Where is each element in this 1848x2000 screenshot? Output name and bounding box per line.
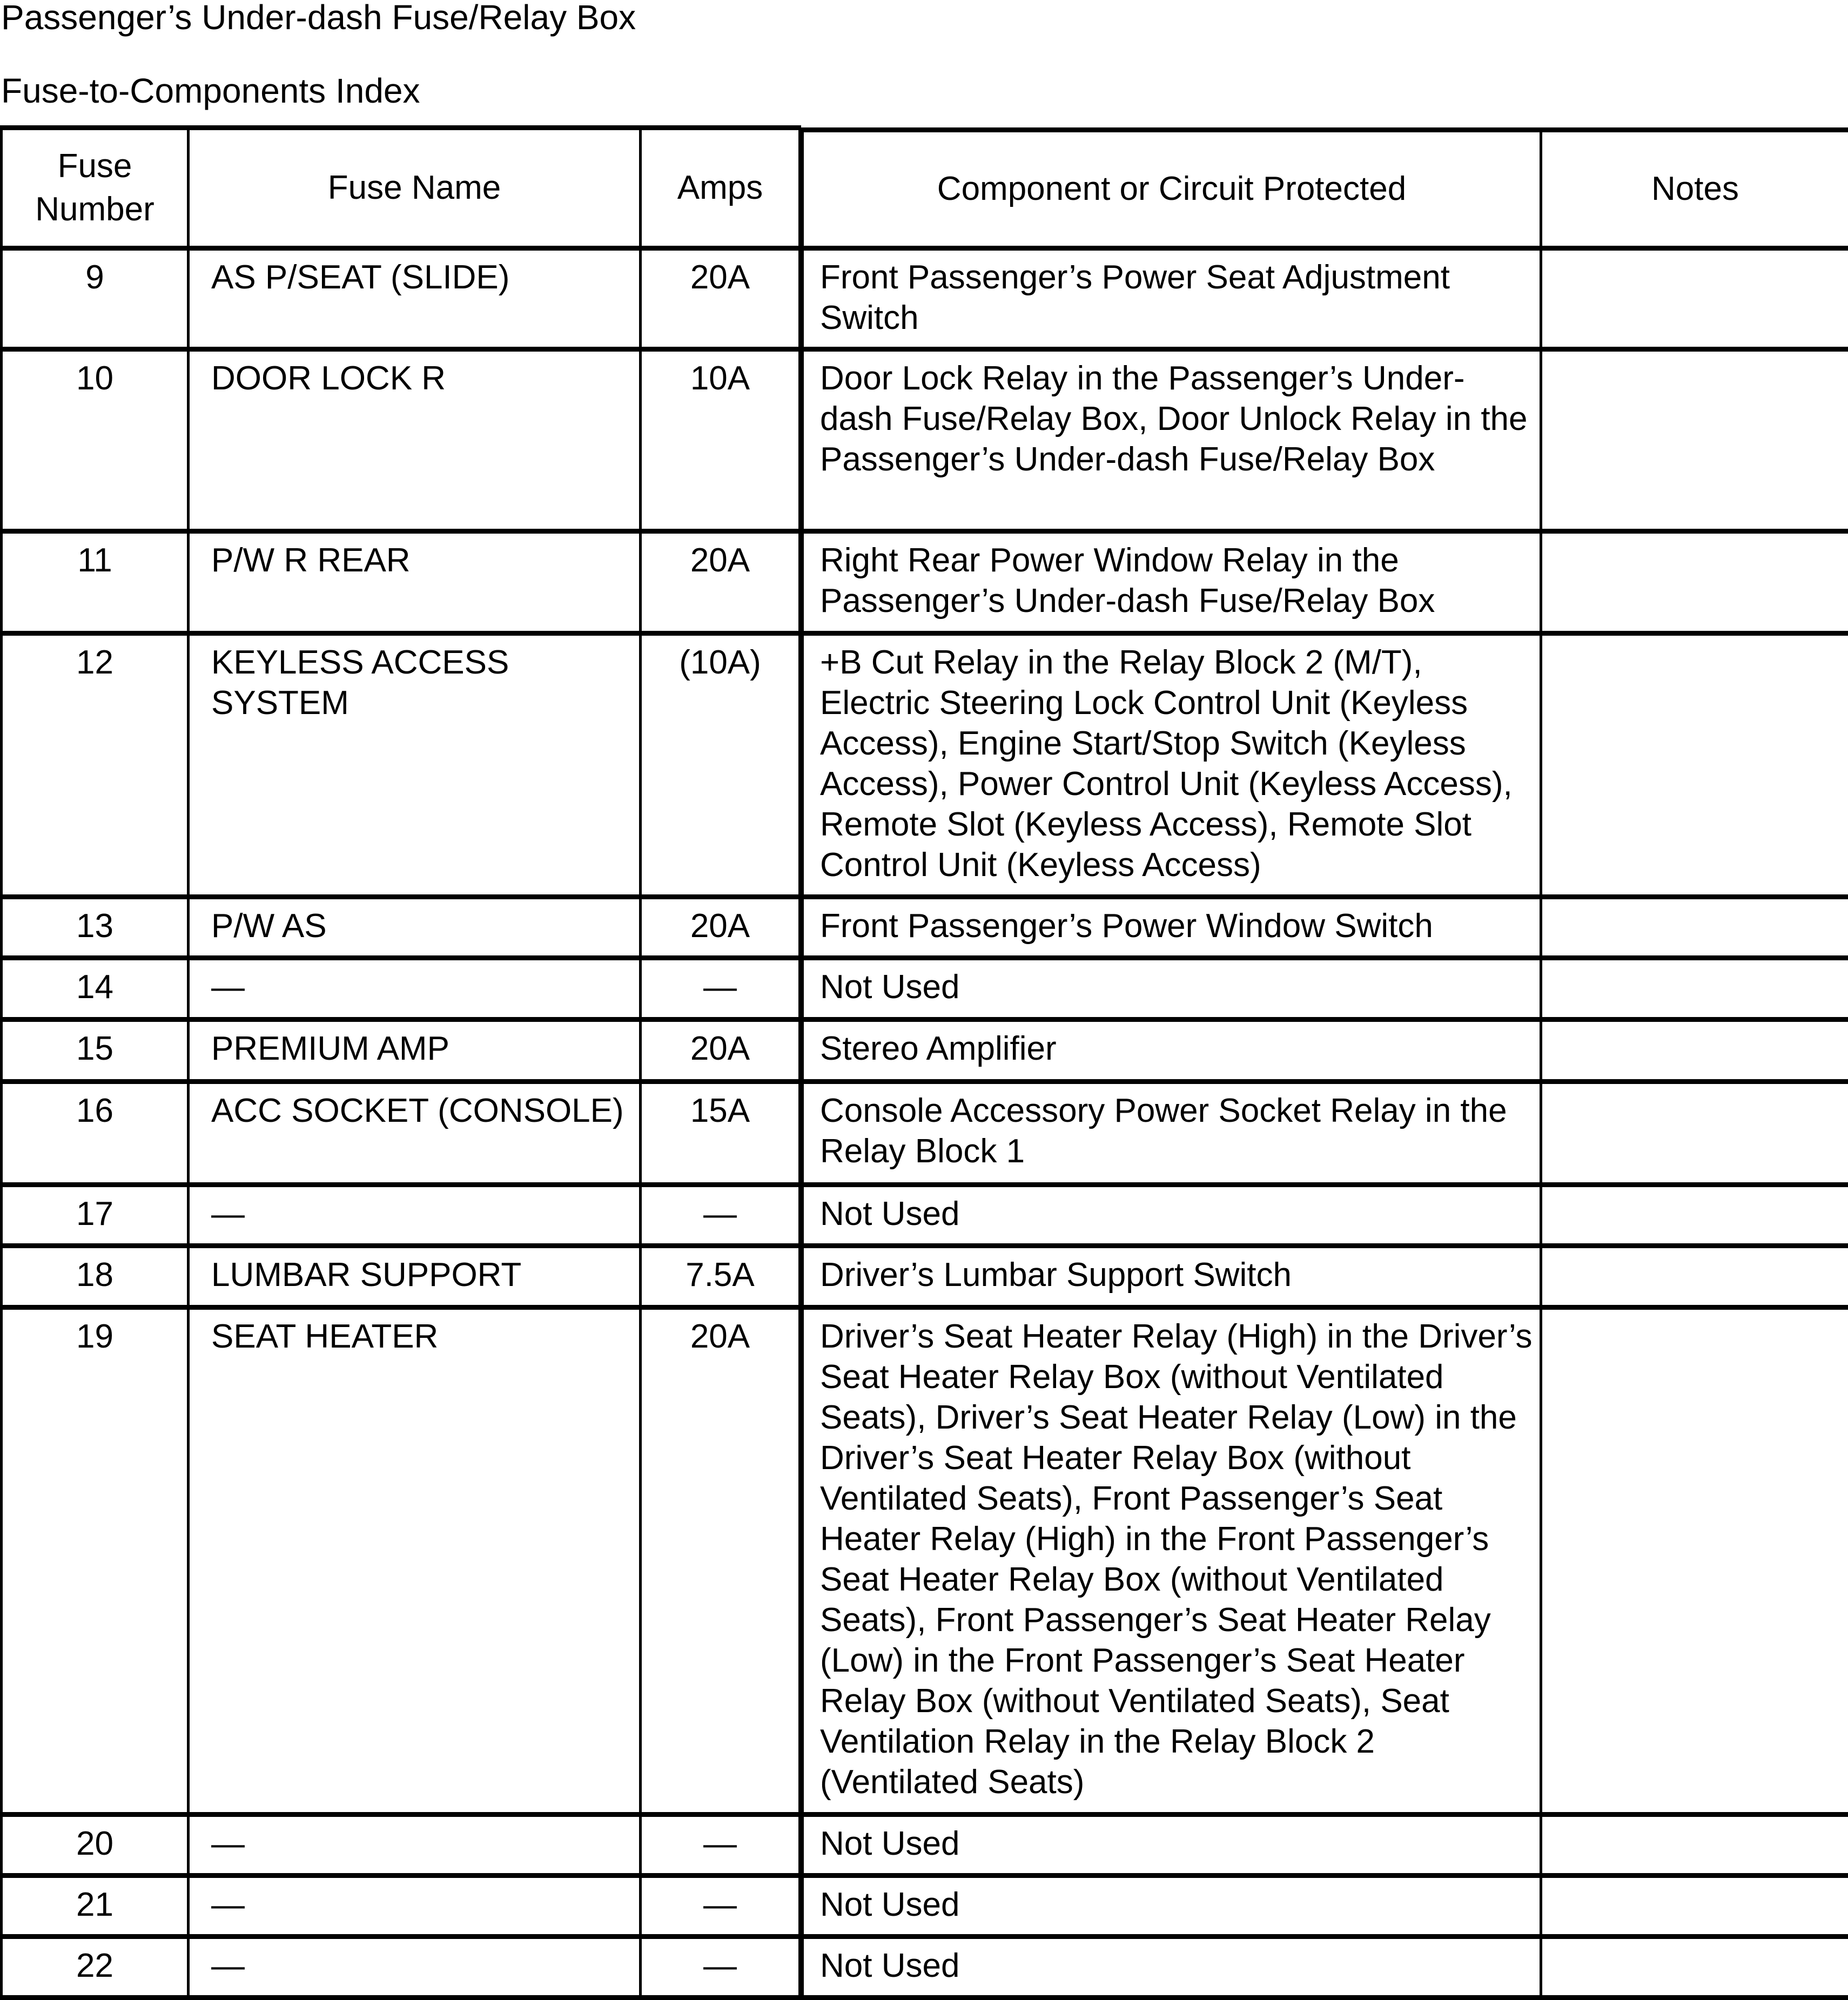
table-row: [803, 1308, 1848, 1815]
amps-cell: 7.5A: [641, 1246, 800, 1308]
fuse-name-cell: —: [189, 958, 641, 1020]
component-cell: Not Used: [803, 1937, 1541, 1998]
table-row: [803, 1815, 1848, 1876]
fuse-number-cell: 20: [2, 1815, 189, 1876]
amps-cell: (10A): [641, 634, 800, 897]
component-cell: Not Used: [803, 1815, 1541, 1876]
notes-cell: [1541, 634, 1848, 897]
table-row: [2, 1185, 800, 1246]
notes-cell: [1541, 248, 1848, 349]
fuse-number-cell: 11: [2, 531, 189, 634]
table-row: [2, 248, 800, 349]
notes-cell: [1541, 1937, 1848, 1998]
amps-cell: 20A: [641, 1020, 800, 1082]
table-row: [2, 1020, 800, 1082]
fuse-number-cell: 14: [2, 958, 189, 1020]
table-row: [2, 1308, 800, 1815]
fuse-name-cell: —: [189, 1185, 641, 1246]
table-row: [2, 349, 800, 531]
component-cell: Stereo Amplifier: [803, 1020, 1541, 1082]
notes-cell: [1541, 1308, 1848, 1815]
table-row: [803, 1082, 1848, 1185]
fuse-name-cell: ACC SOCKET (CONSOLE): [189, 1082, 641, 1185]
fuse-number-cell: 19: [2, 1308, 189, 1815]
amps-cell: —: [641, 1185, 800, 1246]
fuse-number-cell: 10: [2, 349, 189, 531]
notes-cell: [1541, 1815, 1848, 1876]
component-cell: +B Cut Relay in the Relay Block 2 (M/T), Electric Steering Lock Control Unit (Keyless Access), Engine Start/Stop Switch (Keyless Access), Power Control Unit (Keyless Access), Remote Slot (Keyless Access), Remote Slot Control Unit (Keyless Access): [803, 634, 1541, 897]
table-row: [803, 531, 1848, 634]
header-fuse-number: Fuse Number: [2, 128, 189, 248]
fuse-number-cell: 21: [2, 1876, 189, 1937]
amps-cell: —: [641, 1815, 800, 1876]
fuse-name-cell: DOOR LOCK R: [189, 349, 641, 531]
amps-cell: 15A: [641, 1082, 800, 1185]
table-row: [803, 1020, 1848, 1082]
component-cell: Front Passenger’s Power Window Switch: [803, 897, 1541, 958]
table-row: [803, 1937, 1848, 1998]
component-cell: Not Used: [803, 1876, 1541, 1937]
notes-cell: [1541, 958, 1848, 1020]
amps-cell: —: [641, 1937, 800, 1998]
fuse-number-cell: 12: [2, 634, 189, 897]
notes-cell: [1541, 897, 1848, 958]
fuse-name-cell: —: [189, 1815, 641, 1876]
fuse-number-cell: 15: [2, 1020, 189, 1082]
table-row: [803, 248, 1848, 349]
page-subtitle: Fuse-to-Components Index: [1, 73, 420, 108]
fuse-name-cell: P/W R REAR: [189, 531, 641, 634]
table-row: [2, 1246, 800, 1308]
table-row: [803, 1185, 1848, 1246]
fuse-number-cell: 18: [2, 1246, 189, 1308]
amps-cell: —: [641, 958, 800, 1020]
table-row: [2, 1937, 800, 1998]
table-row: [2, 1876, 800, 1937]
notes-cell: [1541, 1082, 1848, 1185]
notes-cell: [1541, 1020, 1848, 1082]
amps-cell: 20A: [641, 531, 800, 634]
component-cell: Right Rear Power Window Relay in the Passenger’s Under-dash Fuse/Relay Box: [803, 531, 1541, 634]
fuse-name-cell: —: [189, 1937, 641, 1998]
notes-cell: [1541, 349, 1848, 531]
table-row: [2, 1815, 800, 1876]
table-row: [803, 1876, 1848, 1937]
table-row: [2, 634, 800, 897]
header-amps: Amps: [641, 128, 800, 248]
fuse-number-cell: 9: [2, 248, 189, 349]
fuse-table-left: [0, 125, 801, 2000]
table-row: [803, 1246, 1848, 1308]
fuse-name-cell: PREMIUM AMP: [189, 1020, 641, 1082]
component-cell: Driver’s Lumbar Support Switch: [803, 1246, 1541, 1308]
table-row: [803, 958, 1848, 1020]
fuse-table-right: [801, 127, 1848, 2000]
header-notes: Notes: [1541, 130, 1848, 248]
component-cell: Front Passenger’s Power Seat Adjustment Switch: [803, 248, 1541, 349]
page-title: Passenger’s Under-dash Fuse/Relay Box: [1, 0, 636, 35]
fuse-name-cell: AS P/SEAT (SLIDE): [189, 248, 641, 349]
fuse-number-cell: 17: [2, 1185, 189, 1246]
table-row: [2, 958, 800, 1020]
fuse-name-cell: LUMBAR SUPPORT: [189, 1246, 641, 1308]
amps-cell: 10A: [641, 349, 800, 531]
component-cell: Not Used: [803, 1185, 1541, 1246]
amps-cell: 20A: [641, 248, 800, 349]
notes-cell: [1541, 1246, 1848, 1308]
component-cell: Not Used: [803, 958, 1541, 1020]
table-row: [2, 531, 800, 634]
fuse-number-cell: 13: [2, 897, 189, 958]
amps-cell: —: [641, 1876, 800, 1937]
header-fuse-name: Fuse Name: [189, 128, 641, 248]
table-row: [803, 349, 1848, 531]
table-row: [803, 634, 1848, 897]
fuse-name-cell: SEAT HEATER: [189, 1308, 641, 1815]
amps-cell: 20A: [641, 897, 800, 958]
fuse-number-cell: 22: [2, 1937, 189, 1998]
table-row: [803, 897, 1848, 958]
table-row: [2, 1082, 800, 1185]
notes-cell: [1541, 1876, 1848, 1937]
header-component: Component or Circuit Protected: [803, 130, 1541, 248]
fuse-name-cell: P/W AS: [189, 897, 641, 958]
fuse-number-cell: 16: [2, 1082, 189, 1185]
component-cell: Driver’s Seat Heater Relay (High) in the Driver’s Seat Heater Relay Box (without Ventilated Seats), Driver’s Seat Heater Relay (Low) in the Driver’s Seat Heater Relay Box (without Ventilated Seats), Front Passenger’s Seat Heater Relay (High) in the Front Passenger’s Seat Heater Relay Box (without Ventilated Seats), Front Passenger’s Seat Heater Relay (Low) in the Front Passenger’s Seat Heater Relay Box (without Ventilated Seats), Seat Ventilation Relay in the Relay Block 2 (Ventilated Seats): [803, 1308, 1541, 1815]
fuse-name-cell: KEYLESS ACCESS SYSTEM: [189, 634, 641, 897]
component-cell: Door Lock Relay in the Passenger’s Under-dash Fuse/Relay Box, Door Unlock Relay in the Passenger’s Under-dash Fuse/Relay Box: [803, 349, 1541, 531]
amps-cell: 20A: [641, 1308, 800, 1815]
notes-cell: [1541, 531, 1848, 634]
component-cell: Console Accessory Power Socket Relay in the Relay Block 1: [803, 1082, 1541, 1185]
fuse-name-cell: —: [189, 1876, 641, 1937]
notes-cell: [1541, 1185, 1848, 1246]
table-row: [2, 897, 800, 958]
